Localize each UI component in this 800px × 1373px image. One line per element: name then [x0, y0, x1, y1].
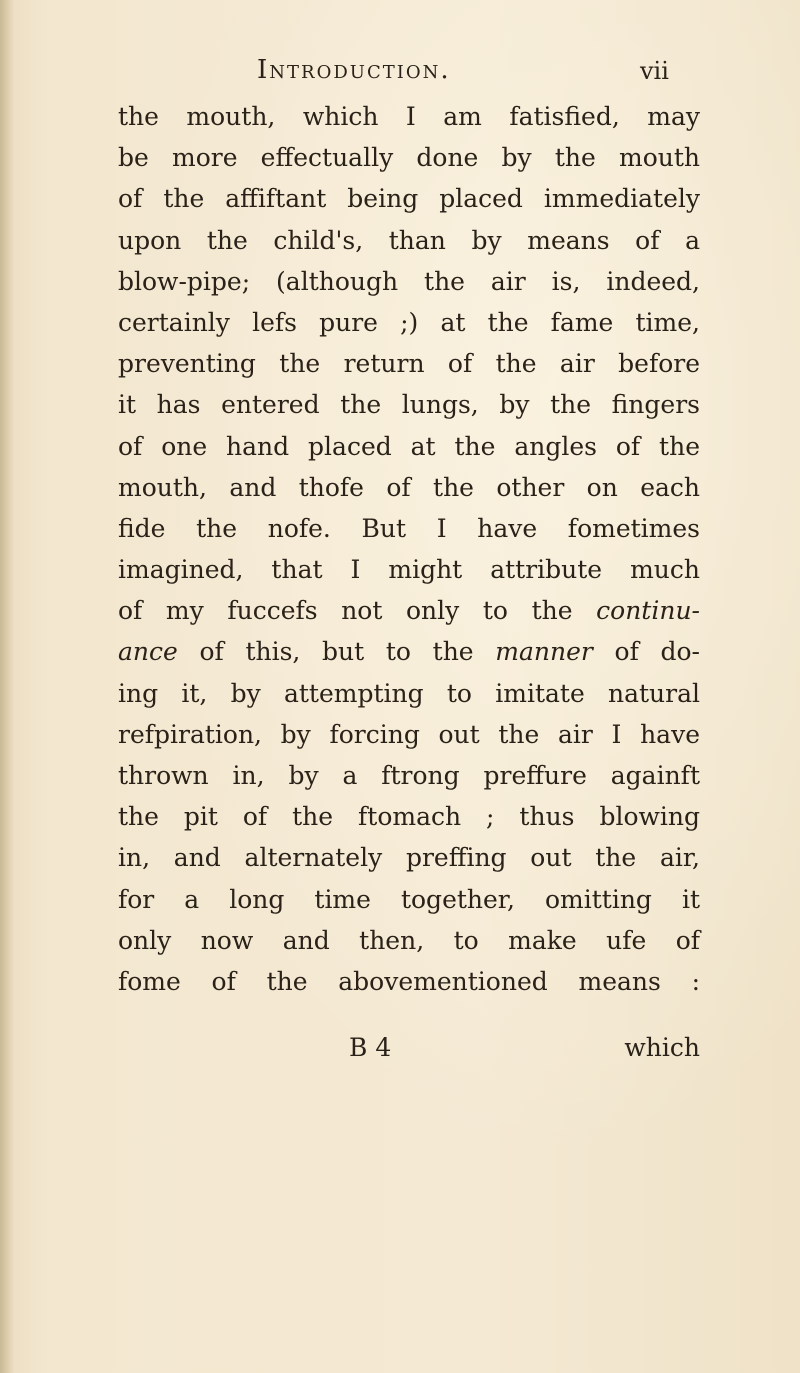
page-gutter-shadow — [0, 0, 14, 1373]
italic-word: ance — [118, 637, 178, 667]
page-footer — [118, 1027, 700, 1068]
text-line: of the affiftant being placed immediately — [118, 184, 700, 214]
text-line: upon the child's, than by means of a — [118, 225, 700, 255]
text-line: only now and then, to make ufe of — [118, 925, 700, 955]
text-line: fide the nofe. But I have fometimes — [118, 513, 700, 543]
text-line: of one hand placed at the angles of the — [118, 431, 700, 461]
text-line: ance of this, but to the manner of do- — [118, 637, 700, 667]
running-title: Introduction. — [257, 55, 451, 85]
text-line: for a long time together, omitting it — [118, 884, 700, 914]
signature-mark: B 4 — [349, 1033, 392, 1062]
running-header — [257, 55, 687, 95]
text-line: thrown in, by a ftrong preffure againft — [118, 761, 700, 790]
body-text — [118, 96, 700, 1002]
text-line: preventing the return of the air before — [118, 349, 700, 379]
text-line: ing it, by attempting to imitate natural — [118, 678, 700, 708]
text-line: be more effectually done by the mouth — [118, 143, 700, 173]
text-line: mouth, and thofe of the other on each — [118, 472, 700, 502]
text-line: in, and alternately preffing out the air, — [118, 843, 700, 873]
text-line: the mouth, which I am fatisfied, may — [118, 102, 700, 131]
text-line: imagined, that I might attribute much — [118, 555, 700, 585]
text-line: blow-pipe; (although the air is, indeed, — [118, 266, 700, 296]
text-line: it has entered the lungs, by the fingers — [118, 390, 700, 420]
italic-word: manner — [495, 637, 593, 667]
text-line: refpiration, by forcing out the air I have — [118, 719, 700, 749]
text-line: the pit of the ftomach ; thus blowing — [118, 802, 700, 832]
catchword: which — [624, 1033, 700, 1062]
text-line: of my fuccefs not only to the continu- — [118, 596, 700, 626]
text-line: certainly lefs pure ;) at the fame time, — [118, 307, 700, 337]
page-number: vii — [640, 57, 669, 85]
italic-word: continu- — [596, 596, 700, 626]
text-line: fome of the abovementioned means : — [118, 966, 700, 996]
